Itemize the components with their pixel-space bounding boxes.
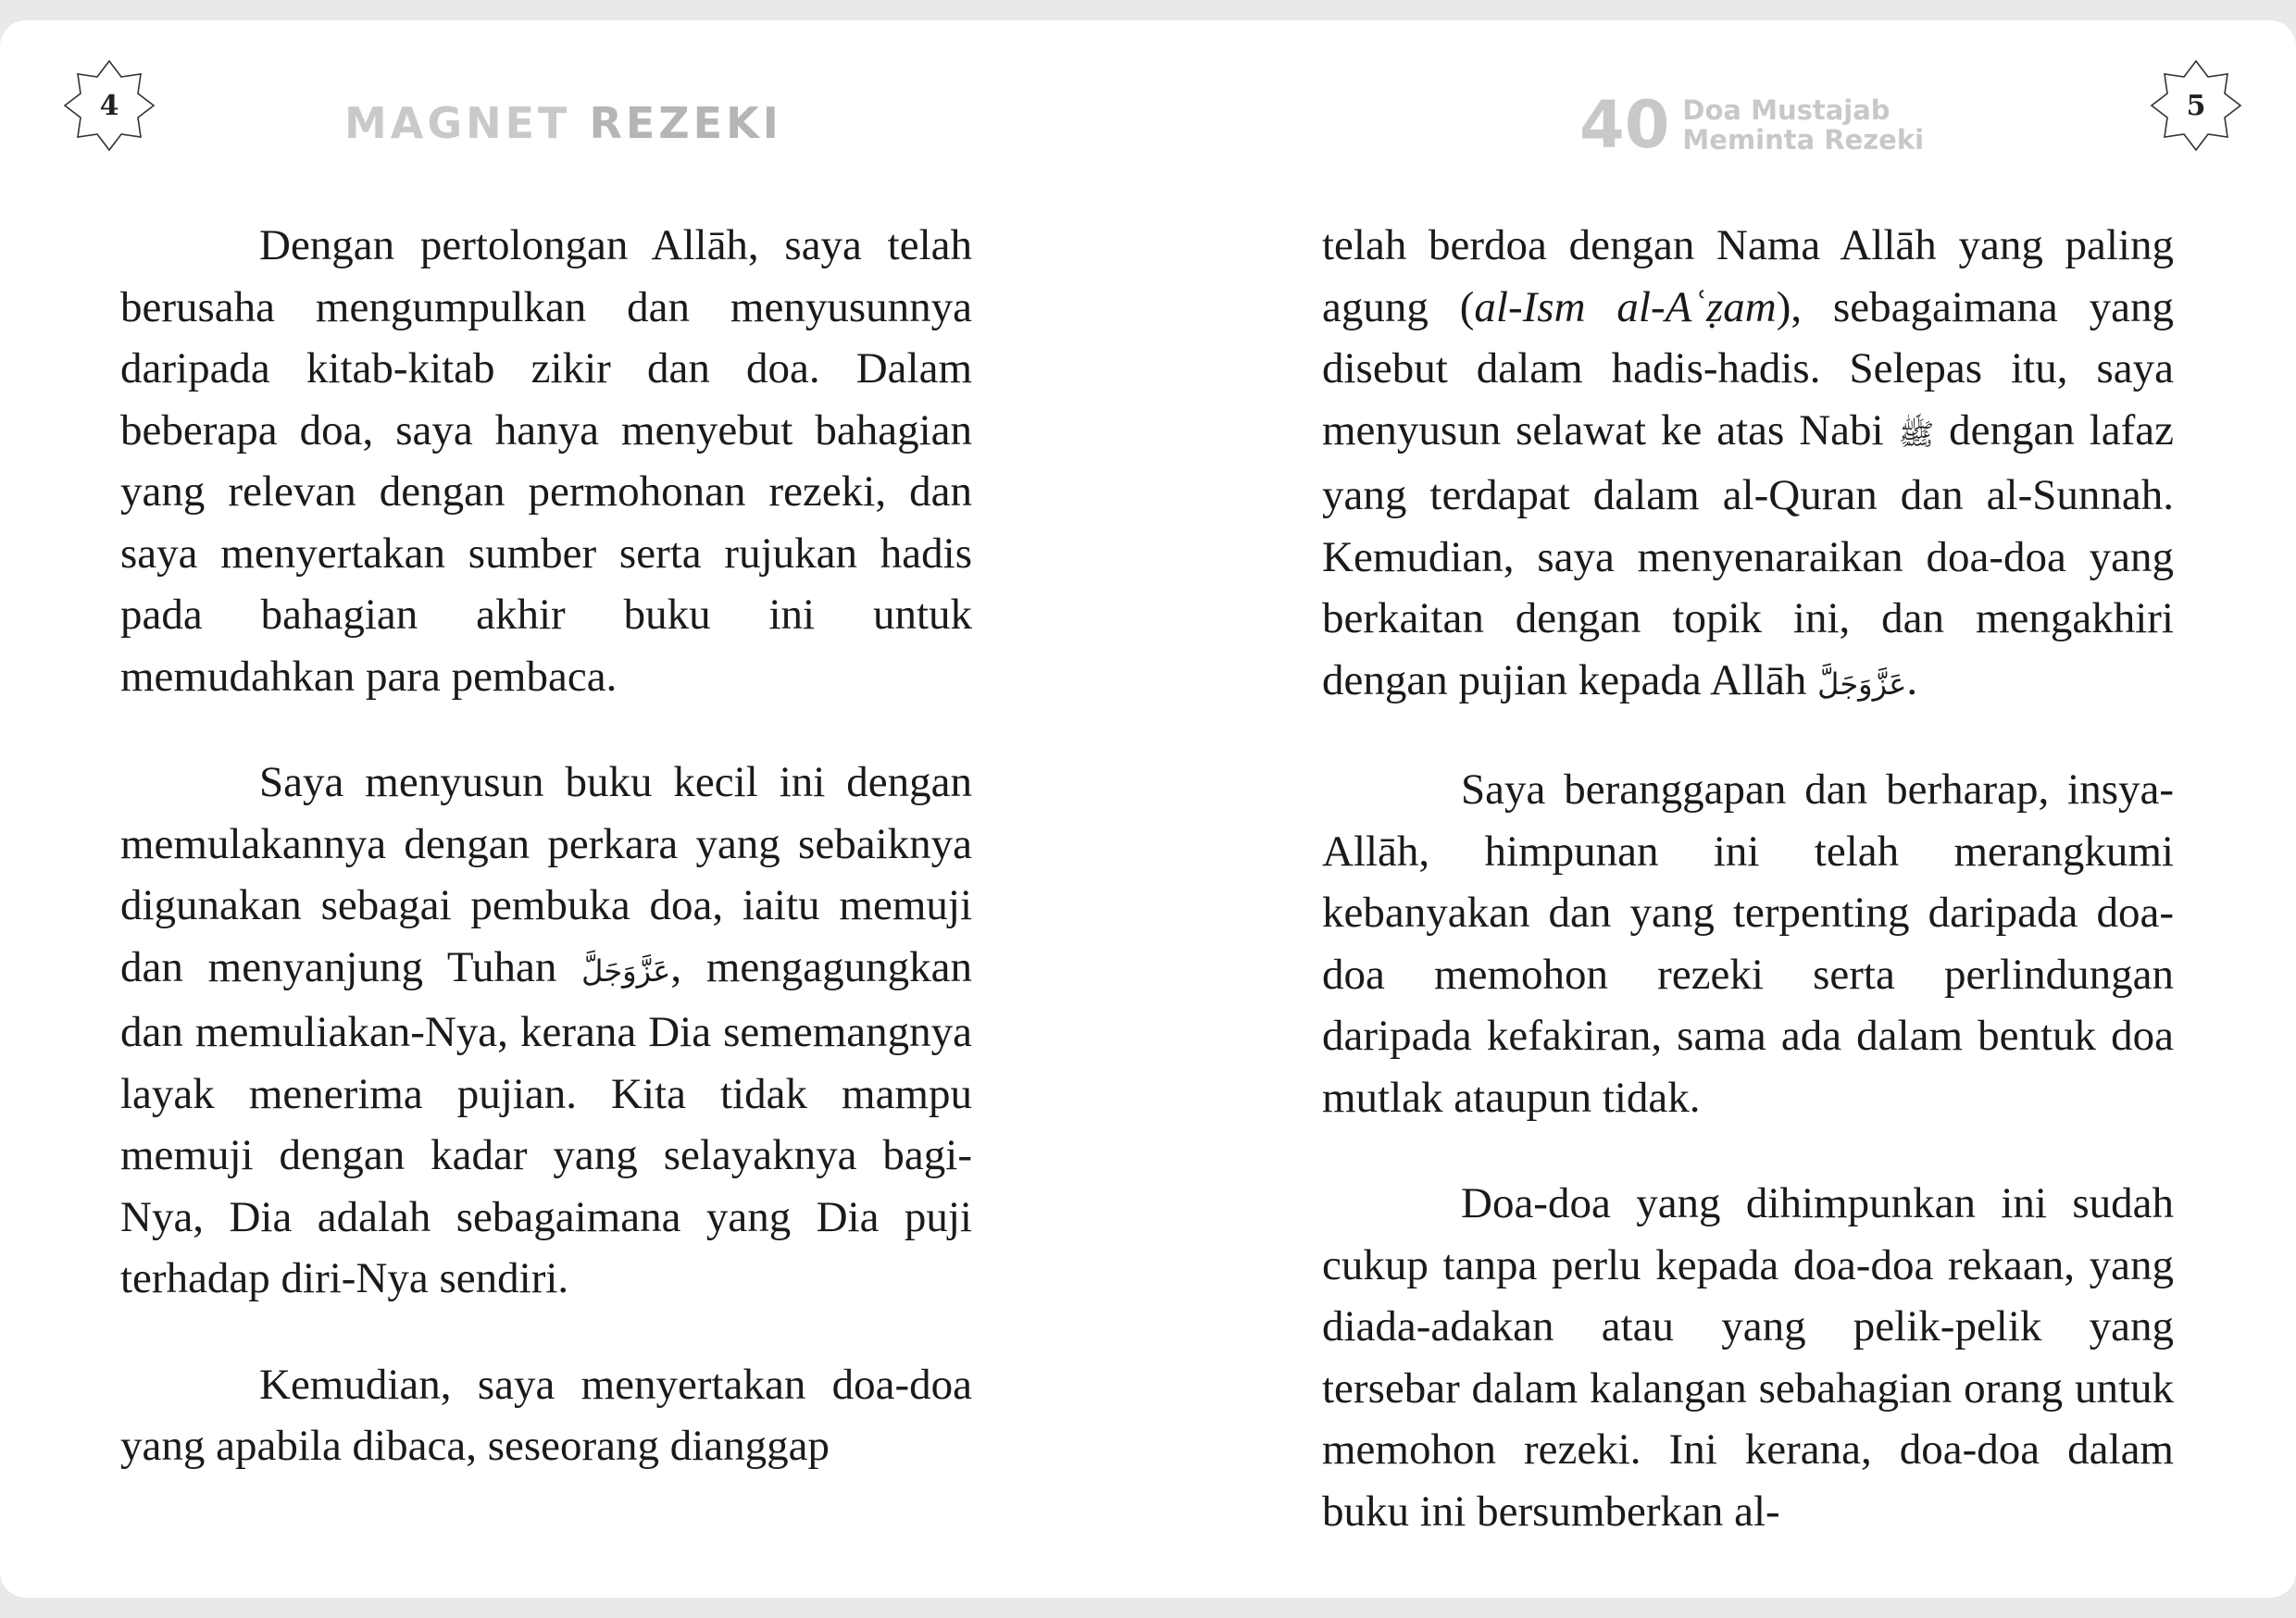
page-number: 4 bbox=[99, 89, 119, 122]
page-number: 5 bbox=[2186, 89, 2206, 122]
page-number-badge bbox=[63, 59, 156, 152]
arabic-honorific: عَزَّوَجَلَّ bbox=[581, 952, 671, 989]
salawat-glyph: ﷺ bbox=[1898, 416, 1935, 452]
left-page bbox=[0, 20, 1148, 1598]
left-body-text bbox=[120, 215, 972, 1522]
right-page bbox=[1148, 20, 2296, 1598]
paragraph: telah berdoa dengan Nama Allāh yang paling agung (al-Ism al-Aʿẓam), sebagaimana yang disebut dalam hadis-hadis. Selepas itu, saya menyusun selawat ke atas Nabi ﷺ dengan lafaz yang terdapat dalam al-Quran dan al-Sunnah. Kemudian, saya menyenaraikan doa-doa yang berkaitan dengan topik ini, dan mengakhiri dengan pujian kepada Allāh عَزَّوَجَلَّ. bbox=[1322, 221, 2175, 704]
italic-term: al-Ism al-Aʿẓam bbox=[1474, 282, 1777, 331]
arabic-honorific: عَزَّوَجَلَّ bbox=[1817, 666, 1907, 702]
series-number: 40 bbox=[1579, 87, 1670, 163]
paragraph: Doa-doa yang dihimpunkan ini sudah cukup tanpa perlu kepada doa-doa rekaan, yang diada-adakan atau yang pelik-pelik yang tersebar dalam kalangan sebahagian orang untuk memohon rezeki. Ini kerana, doa-doa dalam buku ini bersumberkan al- bbox=[1322, 1179, 2174, 1536]
paragraph: Saya beranggapan dan berharap, insya-Allāh, himpunan ini telah merangkumi kebanyakan dan yang terpenting daripada doa-doa memohon rezeki serta perlindungan daripada kefakiran, sama ada dalam bentuk doa mutlak ataupun tidak. bbox=[1322, 765, 2174, 1122]
book-title-part1: MAGNET bbox=[344, 98, 571, 148]
paragraph: Dengan pertolongan Allāh, saya telah berusaha mengumpulkan dan menyusunnya daripada kitab-kitab zikir dan doa. Dalam beberapa doa, saya hanya menyebut bahagian yang relevan dengan permohonan rezeki, dan saya menyertakan sumber serta rujukan hadis pada bahagian akhir buku ini untuk memudahkan para pembaca. bbox=[120, 221, 972, 701]
series-title bbox=[1579, 87, 1925, 163]
right-body-text bbox=[1322, 215, 2174, 1587]
series-subtitle-line2: Meminta Rezeki bbox=[1682, 124, 1925, 156]
book-title bbox=[344, 98, 782, 148]
book-title-part2: REZEKI bbox=[589, 98, 782, 148]
series-subtitle bbox=[1682, 95, 1924, 156]
page-number-badge bbox=[2150, 59, 2242, 152]
paragraph: Saya menyusun buku kecil ini dengan memulakannya dengan perkara yang sebaiknya digunakan sebagai pembuka doa, iaitu memuji dan menyanjung Tuhan عَزَّوَجَلَّ, mengagungkan dan memuliakan-Nya, kerana Dia sememangnya layak menerima pujian. Kita tidak mampu memuji dengan kadar yang selayaknya bagi-Nya, Dia adalah sebagaimana yang Dia puji terhadap diri-Nya sendiri. bbox=[120, 758, 972, 1302]
series-subtitle-line1: Doa Mustajab bbox=[1682, 93, 1890, 126]
paragraph: Kemudian, saya menyertakan doa-doa yang apabila dibaca, seseorang dianggap bbox=[120, 1360, 972, 1470]
book-spread bbox=[0, 20, 2296, 1598]
